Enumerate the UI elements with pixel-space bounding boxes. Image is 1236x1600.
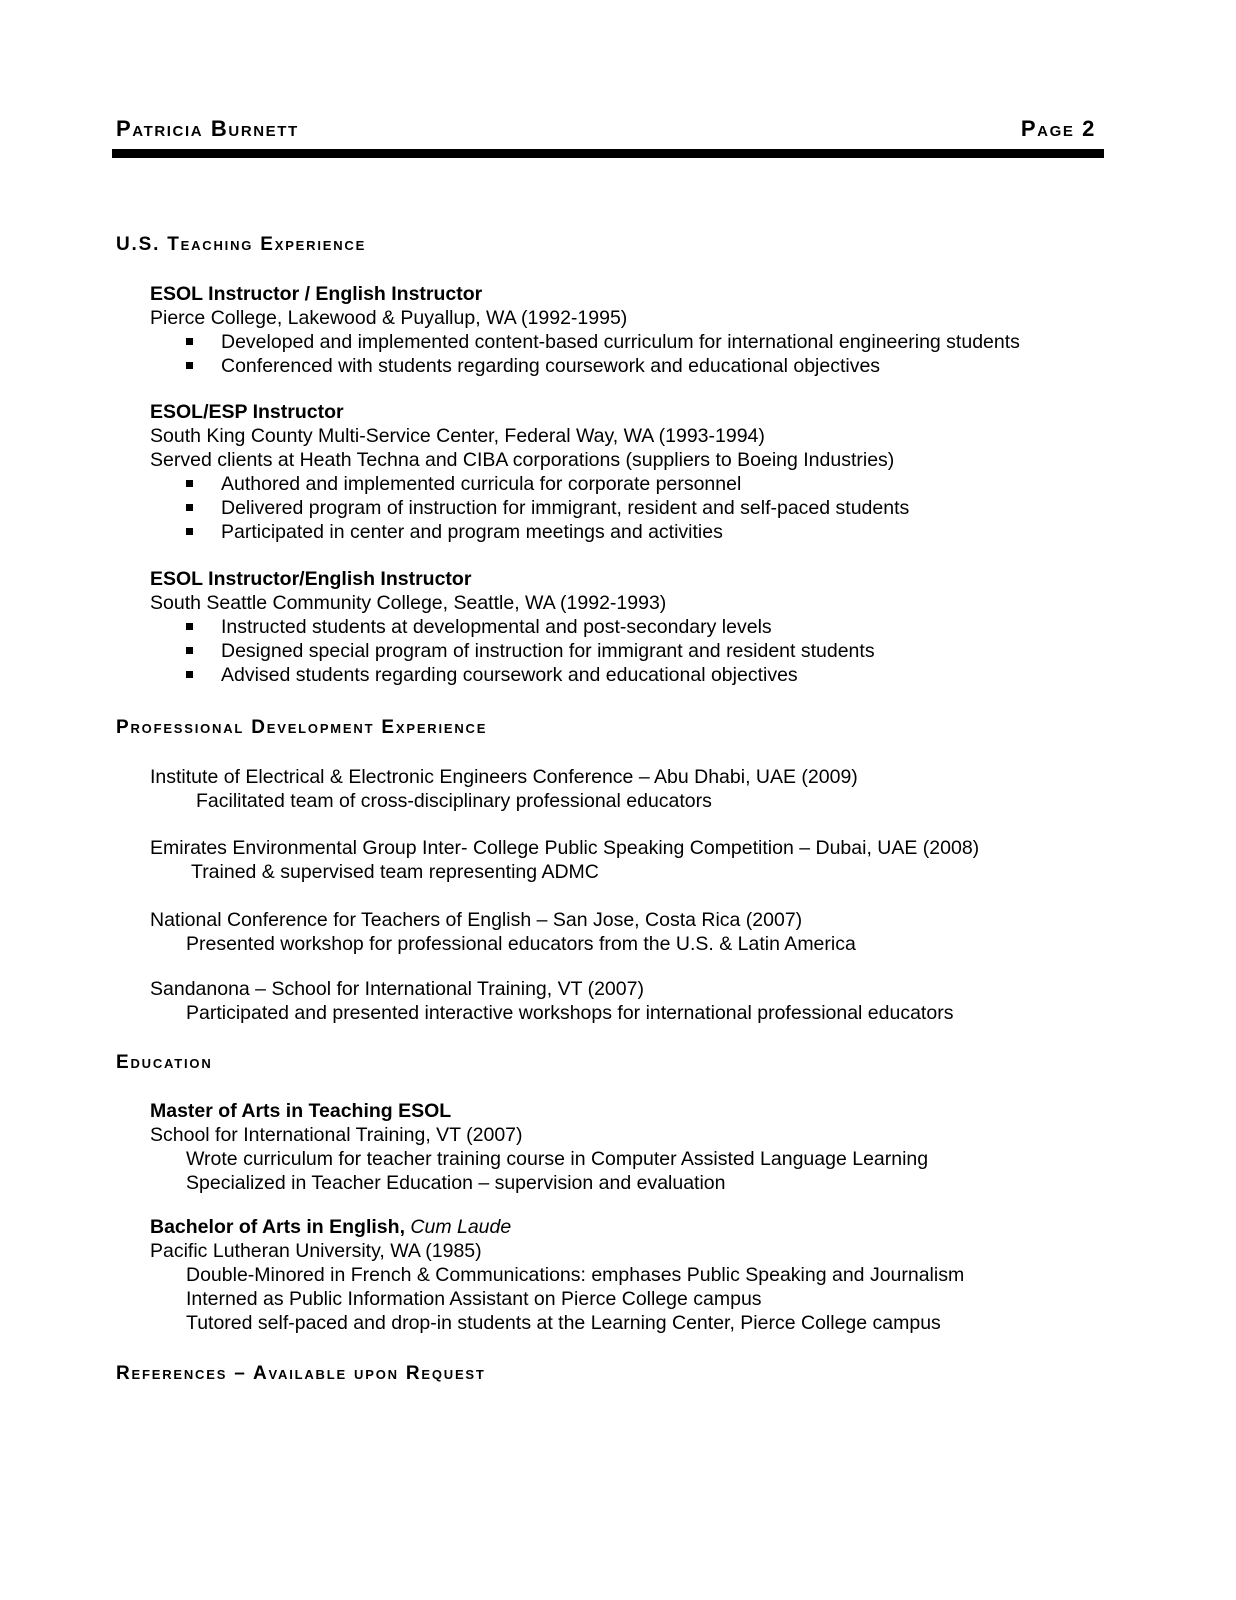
- header-rule: [112, 149, 1104, 158]
- job-bullet: Instructed students at developmental and post-secondary levels: [221, 616, 772, 638]
- degree-detail: Specialized in Teacher Education – supervision and evaluation: [186, 1172, 726, 1194]
- bullet-icon: [186, 623, 193, 630]
- job-bullet: Participated in center and program meetings and activities: [221, 521, 723, 543]
- page-number: Page 2: [1020, 116, 1096, 141]
- job-bullet: Designed special program of instruction for immigrant and resident students: [221, 640, 875, 662]
- job-role: ESOL Instructor / English Instructor: [150, 283, 483, 305]
- degree-detail: Interned as Public Information Assistant on Pierce College campus: [186, 1288, 762, 1310]
- degree-detail: Tutored self-paced and drop-in students at the Learning Center, Pierce College campus: [186, 1312, 941, 1334]
- job-bullet: Authored and implemented curricula for corporate personnel: [221, 473, 742, 495]
- degree-school: Pacific Lutheran University, WA (1985): [150, 1240, 482, 1262]
- event-title: Sandanona – School for International Training, VT (2007): [150, 978, 644, 1000]
- bullet-icon: [186, 480, 193, 487]
- section-title-professional: Professional Development Experience: [116, 717, 488, 738]
- header-name: Patricia Burnett: [116, 116, 299, 141]
- job-bullet: Advised students regarding coursework and educational objectives: [221, 664, 798, 686]
- degree-title: Master of Arts in Teaching ESOL: [150, 1100, 452, 1122]
- event-title: National Conference for Teachers of English – San Jose, Costa Rica (2007): [150, 909, 803, 931]
- event-title: Emirates Environmental Group Inter- College Public Speaking Competition – Dubai, UAE (2008): [150, 837, 980, 859]
- bullet-icon: [186, 528, 193, 535]
- bullet-icon: [186, 504, 193, 511]
- event-title: Institute of Electrical & Electronic Engineers Conference – Abu Dhabi, UAE (2009): [150, 766, 858, 788]
- job-bullet: Conferenced with students regarding coursework and educational objectives: [221, 355, 881, 377]
- section-title-teaching: U.S. Teaching Experience: [116, 234, 367, 255]
- degree-detail: Wrote curriculum for teacher training course in Computer Assisted Language Learning: [186, 1148, 929, 1170]
- job-place: Pierce College, Lakewood & Puyallup, WA (1992-1995): [150, 307, 628, 329]
- page-header: [116, 116, 1104, 148]
- job-role: ESOL/ESP Instructor: [150, 401, 344, 423]
- event-detail: Trained & supervised team representing ADMC: [191, 861, 599, 883]
- degree-honor: Cum Laude: [410, 1216, 512, 1238]
- job-note: Served clients at Heath Techna and CIBA corporations (suppliers to Boeing Industries): [150, 449, 895, 471]
- degree-school: School for International Training, VT (2007): [150, 1124, 523, 1146]
- job-bullet: Delivered program of instruction for immigrant, resident and self-paced students: [221, 497, 910, 519]
- event-detail: Participated and presented interactive workshops for international professional educators: [186, 1002, 954, 1024]
- job-role: ESOL Instructor/English Instructor: [150, 568, 472, 590]
- event-detail: Facilitated team of cross-disciplinary professional educators: [196, 790, 712, 812]
- degree-title: Bachelor of Arts in English: [150, 1216, 400, 1238]
- bullet-icon: [186, 362, 193, 369]
- bullet-icon: [186, 338, 193, 345]
- job-place: South Seattle Community College, Seattle, WA (1992-1993): [150, 592, 667, 614]
- bullet-icon: [186, 671, 193, 678]
- section-title-references: References – Available upon Request: [116, 1363, 486, 1384]
- degree-detail: Double-Minored in French & Communications: emphases Public Speaking and Journalism: [186, 1264, 965, 1286]
- job-bullet: Developed and implemented content-based curriculum for international engineering students: [221, 331, 1020, 353]
- job-place: South King County Multi-Service Center, Federal Way, WA (1993-1994): [150, 425, 765, 447]
- section-title-education: Education: [116, 1052, 213, 1073]
- event-detail: Presented workshop for professional educators from the U.S. & Latin America: [186, 933, 856, 955]
- degree-title-line: Bachelor of Arts in English, Cum Laude: [150, 1216, 512, 1238]
- bullet-icon: [186, 647, 193, 654]
